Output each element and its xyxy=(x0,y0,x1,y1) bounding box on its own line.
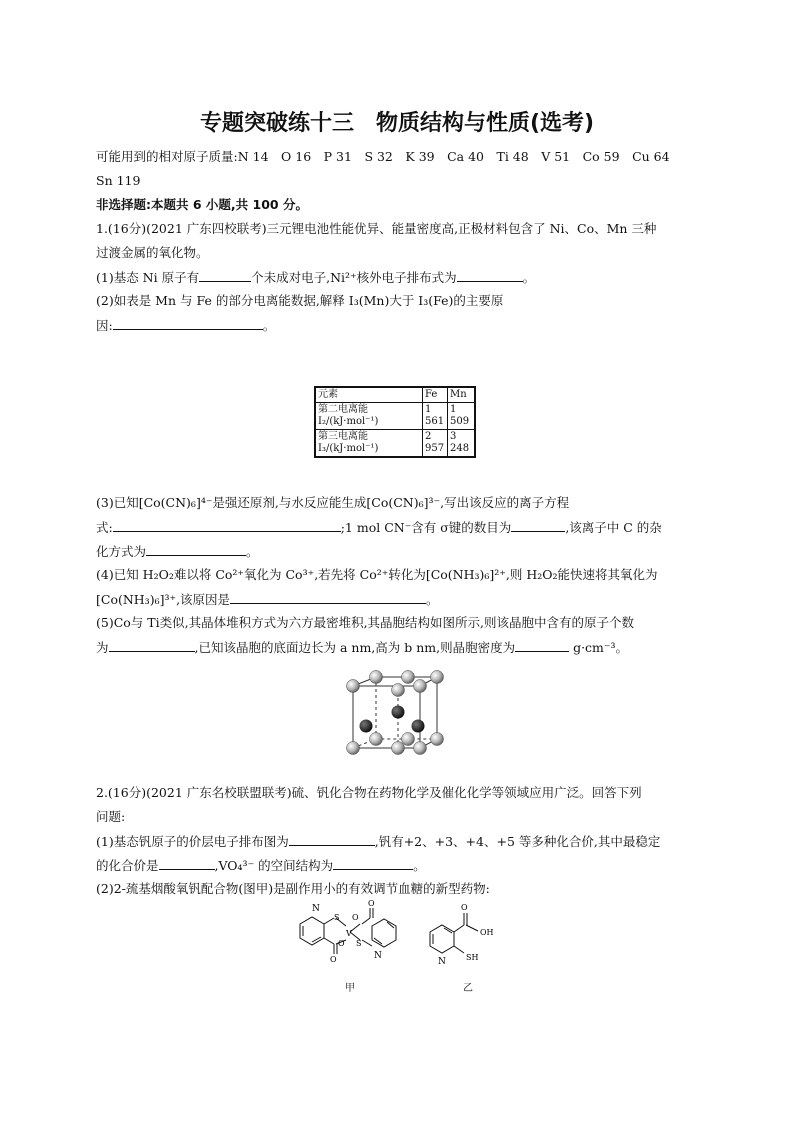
q1-part3-text-e: 化方式为 xyxy=(96,544,147,559)
q1-part2-text-b: 因: xyxy=(96,318,113,333)
q1-heading-cont: 过渡金属的氧化物。 xyxy=(96,245,209,260)
q2-heading: 2.(16分)(2021 广东名校联盟联考)硫、钒化合物在药物化学及催化化学等领域应用广泛。回答下列 xyxy=(96,785,642,800)
group-label-oh: OH xyxy=(480,928,494,937)
answer-blank[interactable] xyxy=(109,638,195,652)
cell-line: I₂/(kJ·mol⁻¹) xyxy=(318,416,379,427)
q2-heading-cont: 问题: xyxy=(96,809,126,824)
cell-line: 第二电离能 xyxy=(318,404,368,415)
q2-part2: (2)2-巯基烟酸氧钒配合物(图甲)是副作用小的有效调节血糖的新型药物: xyxy=(96,881,490,896)
q2-part1-text-e: 。 xyxy=(413,858,426,873)
table-cell xyxy=(423,403,448,430)
table-header: Fe xyxy=(423,387,448,403)
q1-part3-text-f: 。 xyxy=(246,544,259,559)
atom-label-o: O xyxy=(338,939,345,948)
q1-part1 xyxy=(96,268,535,287)
atom-label-s: S xyxy=(356,939,362,948)
q2-part1-text-a: (1)基态钒原子的价层电子排布图为 xyxy=(96,834,289,849)
cell-line: 248 xyxy=(450,443,470,454)
q1-part4-text-b: [Co(NH₃)₆]³⁺,该原因是 xyxy=(96,592,231,607)
q1-part5: (5)Co与 Ti类似,其晶体堆积方式为六方最密堆积,其晶胞结构如图所示,则该晶胞中含有的原子个数 xyxy=(96,615,635,630)
q1-part3-text-b: 式: xyxy=(96,520,113,535)
answer-blank[interactable] xyxy=(113,316,263,330)
answer-blank[interactable] xyxy=(289,832,375,846)
group-label-sh: SH xyxy=(466,953,479,962)
answer-blank[interactable] xyxy=(146,542,246,556)
structure-jia-figure xyxy=(290,898,410,972)
q1-part3-text-c: ;1 mol CN⁻含有 σ键的数目为 xyxy=(340,520,512,535)
structure-yi-figure xyxy=(420,898,510,972)
atom-label-n: N xyxy=(312,904,320,914)
atom-label-s: S xyxy=(334,913,340,922)
table-cell xyxy=(448,403,476,430)
q1-part1-text-b: 个未成对电子,Ni²⁺核外电子排布式为 xyxy=(251,270,457,285)
q2-part1-cont xyxy=(96,856,426,875)
q1-part1-text-c: 。 xyxy=(522,270,536,285)
q1-part1-text-a: (1)基态 Ni 原子有 xyxy=(96,270,200,285)
cell-line: I₃/(kJ·mol⁻¹) xyxy=(318,443,379,454)
q1-part3-text-d: ,该离子中 C 的杂 xyxy=(565,520,662,535)
caption-jia: 甲 xyxy=(345,983,355,994)
table-header: Mn xyxy=(448,387,476,403)
answer-blank[interactable] xyxy=(457,268,523,282)
answer-blank[interactable] xyxy=(159,856,215,870)
cell-line: 509 xyxy=(450,416,470,427)
atom-label-n: N xyxy=(438,957,446,967)
q1-part4-cont xyxy=(96,590,439,609)
q1-part3-end xyxy=(96,542,259,561)
atom-label-o: O xyxy=(461,903,468,912)
table-cell xyxy=(315,403,423,430)
table-cell xyxy=(448,430,476,458)
atom-label-o: O xyxy=(352,913,359,922)
q1-part4: (4)已知 H₂O₂难以将 Co²⁺氧化为 Co³⁺,若先将 Co²⁺转化为[Co(NH₃)₆]²⁺,则 H₂O₂能快速将其氧化为 xyxy=(96,567,658,582)
cell-line: 2 xyxy=(425,431,432,442)
q1-part2-cont xyxy=(96,316,275,335)
q2-part1-text-b: ,钒有+2、+3、+4、+5 等多种化合价,其中最稳定 xyxy=(374,834,661,849)
cell-line: 3 xyxy=(450,431,457,442)
page-title: 专题突破练十三 物质结构与性质(选考) xyxy=(199,111,595,136)
cell-line: 1 xyxy=(450,404,457,415)
table-header: 元素 xyxy=(315,387,423,403)
hcp-unit-cell-figure xyxy=(336,668,460,764)
q1-part2: (2)如表是 Mn 与 Fe 的部分电离能数据,解释 I₃(Mn)大于 I₃(Fe)的主要原 xyxy=(96,293,504,308)
atom-label-n: N xyxy=(374,951,382,961)
q2-part1-text-c: 的化合价是 xyxy=(96,858,159,873)
q1-part5-text-b: 为 xyxy=(96,640,109,655)
atom-label-o: O xyxy=(330,955,337,964)
cell-line: 1 xyxy=(425,404,432,415)
atomic-masses-cont: Sn 119 xyxy=(96,173,141,188)
q2-part1 xyxy=(96,832,660,851)
atomic-masses: 可能用到的相对原子质量:N 14 O 16 P 31 S 32 K 39 Ca 40 Ti 48 V 51 Co 59 Cu 64 xyxy=(96,149,670,164)
q2-part1-text-d: ,VO₄³⁻ 的空间结构为 xyxy=(214,858,334,873)
q1-part2-text-c: 。 xyxy=(262,318,276,333)
section-heading: 非选择题:本题共 6 小题,共 100 分。 xyxy=(96,197,308,212)
q1-part5-text-d: g·cm⁻³。 xyxy=(569,640,629,655)
table-row xyxy=(315,403,475,430)
q1-part5-cont xyxy=(96,638,628,657)
cell-line: 第三电离能 xyxy=(318,431,368,442)
atom-label-o: O xyxy=(368,899,375,908)
q1-part4-text-c: 。 xyxy=(426,592,439,607)
answer-blank[interactable] xyxy=(515,638,569,652)
atom-label-v: V xyxy=(346,929,352,938)
q1-part5-text-c: ,已知该晶胞的底面边长为 a nm,高为 b nm,则晶胞密度为 xyxy=(194,640,516,655)
caption-yi: 乙 xyxy=(463,983,473,994)
cell-line: 561 xyxy=(425,416,445,427)
table-cell xyxy=(423,430,448,458)
q1-part3-cont xyxy=(96,518,662,537)
table-cell xyxy=(315,430,423,458)
ionization-energy-table xyxy=(314,386,476,458)
answer-blank[interactable] xyxy=(199,268,251,282)
answer-blank[interactable] xyxy=(113,518,341,532)
answer-blank[interactable] xyxy=(230,590,426,604)
table-row xyxy=(315,387,475,403)
cell-line: 957 xyxy=(425,443,445,454)
answer-blank[interactable] xyxy=(333,856,413,870)
answer-blank[interactable] xyxy=(511,518,565,532)
q1-part3: (3)已知[Co(CN)₆]⁴⁻是强还原剂,与水反应能生成[Co(CN)₆]³⁻,写出该反应的离子方程 xyxy=(96,495,570,510)
table-row xyxy=(315,430,475,458)
q1-heading: 1.(16分)(2021 广东四校联考)三元锂电池性能优异、能量密度高,正极材料包含了 Ni、Co、Mn 三种 xyxy=(96,221,657,236)
